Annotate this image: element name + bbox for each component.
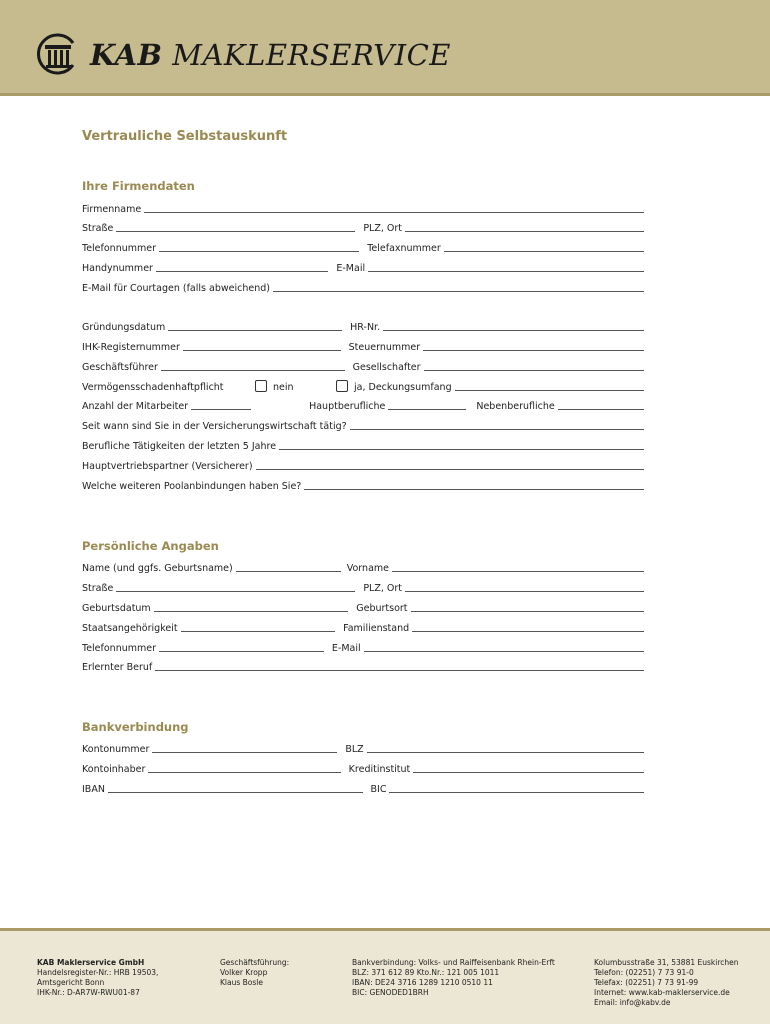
- label-telefon: Telefonnummer: [82, 243, 156, 254]
- field-blz[interactable]: [367, 752, 644, 753]
- footer-court: Amtsgericht Bonn: [37, 978, 105, 987]
- label-familienstand: Familienstand: [343, 623, 410, 634]
- footer-manager-2: Klaus Bosle: [220, 978, 263, 987]
- label-konto: Kontonummer: [82, 744, 150, 755]
- field-geburtsort[interactable]: [411, 611, 644, 612]
- label-geburtsdatum: Geburtsdatum: [82, 603, 151, 614]
- checkbox-nein[interactable]: [255, 380, 267, 392]
- row-geburt: [82, 600, 644, 614]
- field-hr-nr[interactable]: [383, 330, 644, 331]
- row-staat: [82, 620, 644, 634]
- footer-bank-blz: BLZ: 371 612 89 Kto.Nr.: 121 005 1011: [352, 968, 500, 977]
- row-email-courtage: [82, 280, 644, 294]
- label-ja-deckung: ja, Deckungsumfang: [354, 382, 452, 393]
- column-logo-icon: [35, 33, 77, 75]
- field-inhaber[interactable]: [148, 772, 340, 773]
- footer-manager-1: Volker Kropp: [220, 968, 268, 977]
- footer-company-name: KAB Maklerservice GmbH: [37, 958, 145, 967]
- label-name: Name (und ggfs. Geburtsname): [82, 563, 233, 574]
- footer-address: Kolumbusstraße 31, 53881 Euskirchen: [594, 958, 739, 967]
- row-gruendung: [82, 319, 644, 333]
- row-seit-wann: [82, 418, 644, 432]
- field-staat[interactable]: [181, 631, 336, 632]
- label-hauptvertrieb: Hauptvertriebspartner (Versicherer): [82, 461, 253, 472]
- label-gf: Geschäftsführer: [82, 362, 158, 373]
- label-seit-wann: Seit wann sind Sie in der Versicherungswirtschaft tätig?: [82, 421, 347, 432]
- field-email-courtage[interactable]: [273, 291, 644, 292]
- label-vorname: Vorname: [346, 563, 389, 574]
- row-ihk: [82, 339, 644, 353]
- footer-email[interactable]: Email: info@kabv.de: [594, 998, 671, 1007]
- field-gruendung[interactable]: [168, 330, 342, 331]
- checkbox-ja[interactable]: [336, 380, 348, 392]
- label-staat: Staatsangehörigkeit: [82, 623, 178, 634]
- row-hauptvertrieb: [82, 458, 644, 472]
- field-person-email[interactable]: [364, 651, 644, 652]
- field-person-plz-ort[interactable]: [405, 591, 644, 592]
- row-iban: [82, 781, 644, 795]
- label-beruf: Erlernter Beruf: [82, 662, 153, 673]
- label-nein: nein: [273, 382, 294, 393]
- field-gf[interactable]: [161, 370, 345, 371]
- row-pool: [82, 478, 644, 492]
- label-vsh: Vermögensschadenhaftpflicht: [82, 382, 224, 393]
- row-taetigkeiten: [82, 438, 644, 452]
- field-familienstand[interactable]: [412, 631, 644, 632]
- row-inhaber: [82, 761, 644, 775]
- row-gf: [82, 359, 644, 373]
- footer-management-label: Geschäftsführung:: [220, 958, 290, 967]
- field-person-telefon[interactable]: [159, 651, 324, 652]
- label-hauptberuf: Hauptberufliche: [309, 401, 386, 412]
- row-person-telefon: [82, 640, 644, 654]
- field-plz-ort[interactable]: [405, 231, 644, 232]
- label-person-telefon: Telefonnummer: [82, 643, 156, 654]
- section-heading-bank: Bankverbindung: [82, 720, 189, 734]
- field-steuer[interactable]: [423, 350, 644, 351]
- field-mitarbeiter[interactable]: [191, 409, 251, 410]
- footer-bank-name: Bankverbindung: Volks- und Raiffeisenbank Rhein-Erft: [352, 958, 555, 967]
- field-taetigkeiten[interactable]: [279, 449, 644, 450]
- field-handy[interactable]: [156, 271, 328, 272]
- page-title: Vertrauliche Selbstauskunft: [82, 129, 288, 144]
- label-email: E-Mail: [336, 263, 366, 274]
- row-firmenname: [82, 201, 644, 215]
- field-ihk[interactable]: [183, 350, 341, 351]
- row-handy: [82, 260, 644, 274]
- field-strasse[interactable]: [116, 231, 355, 232]
- field-nebenberuf[interactable]: [558, 409, 644, 410]
- field-email[interactable]: [368, 271, 644, 272]
- footer-phone: Telefon: (02251) 7 73 91-0: [594, 968, 694, 977]
- footer-bank-bic: BIC: GENODED1BRH: [352, 988, 429, 997]
- row-strasse: [82, 220, 644, 234]
- header-divider: [0, 93, 770, 96]
- footer-register: Handelsregister-Nr.: HRB 19503,: [37, 968, 159, 977]
- field-hauptberuf[interactable]: [388, 409, 466, 410]
- field-deckungsumfang[interactable]: [455, 390, 644, 391]
- label-iban: IBAN: [82, 784, 105, 795]
- label-plz-ort: PLZ, Ort: [363, 223, 402, 234]
- label-hr-nr: HR-Nr.: [350, 322, 381, 333]
- field-hauptvertrieb[interactable]: [256, 469, 644, 470]
- label-gesellschafter: Gesellschafter: [352, 362, 421, 373]
- row-vsh: [82, 379, 644, 393]
- footer-bank-iban: IBAN: DE24 3716 1289 1210 0510 11: [352, 978, 493, 987]
- label-ihk: IHK-Registernummer: [82, 342, 180, 353]
- field-institut[interactable]: [413, 772, 644, 773]
- field-name[interactable]: [236, 571, 341, 572]
- label-person-plz-ort: PLZ, Ort: [363, 583, 402, 594]
- row-person-strasse: [82, 580, 644, 594]
- label-gruendung: Gründungsdatum: [82, 322, 166, 333]
- label-institut: Kreditinstitut: [348, 764, 411, 775]
- field-iban[interactable]: [108, 792, 363, 793]
- label-steuer: Steuernummer: [348, 342, 421, 353]
- label-geburtsort: Geburtsort: [356, 603, 408, 614]
- footer-contact: [594, 958, 739, 1008]
- label-nebenberuf: Nebenberufliche: [476, 401, 555, 412]
- field-bic[interactable]: [389, 792, 644, 793]
- label-person-strasse: Straße: [82, 583, 114, 594]
- label-blz: BLZ: [345, 744, 364, 755]
- row-mitarbeiter: [82, 398, 644, 412]
- row-name: [82, 560, 644, 574]
- footer-fax: Telefax: (02251) 7 73 91-99: [594, 978, 699, 987]
- field-geburtsdatum[interactable]: [154, 611, 349, 612]
- footer-bank: [352, 958, 555, 998]
- field-konto[interactable]: [152, 752, 337, 753]
- brand-logo-text: KAB MAKLERSERVICE: [90, 38, 451, 72]
- label-bic: BIC: [370, 784, 387, 795]
- field-telefon[interactable]: [159, 251, 359, 252]
- footer-management: [220, 958, 289, 988]
- label-email-courtage: E-Mail für Courtagen (falls abweichend): [82, 283, 270, 294]
- footer-ihk: IHK-Nr.: D-AR7W-RWU01-87: [37, 988, 140, 997]
- field-firmenname[interactable]: [144, 212, 644, 213]
- label-handy: Handynummer: [82, 263, 153, 274]
- label-inhaber: Kontoinhaber: [82, 764, 146, 775]
- row-konto: [82, 741, 644, 755]
- field-vorname[interactable]: [392, 571, 644, 572]
- footer-website[interactable]: Internet: www.kab-maklerservice.de: [594, 988, 730, 997]
- section-heading-person: Persönliche Angaben: [82, 539, 219, 553]
- label-pool: Welche weiteren Poolanbindungen haben Sie?: [82, 481, 302, 492]
- field-beruf[interactable]: [155, 670, 644, 671]
- field-seit-wann[interactable]: [350, 429, 644, 430]
- label-mitarbeiter: Anzahl der Mitarbeiter: [82, 401, 189, 412]
- label-person-email: E-Mail: [331, 643, 361, 654]
- footer-company: [37, 958, 158, 998]
- row-beruf: [82, 659, 644, 673]
- label-strasse: Straße: [82, 223, 114, 234]
- field-pool[interactable]: [304, 489, 644, 490]
- label-telefax: Telefaxnummer: [367, 243, 441, 254]
- row-telefon: [82, 240, 644, 254]
- field-telefax[interactable]: [444, 251, 644, 252]
- field-gesellschafter[interactable]: [424, 370, 644, 371]
- label-firmenname: Firmenname: [82, 204, 142, 215]
- section-heading-firma: Ihre Firmendaten: [82, 179, 195, 193]
- label-taetigkeiten: Berufliche Tätigkeiten der letzten 5 Jahre: [82, 441, 277, 452]
- field-person-strasse[interactable]: [116, 591, 355, 592]
